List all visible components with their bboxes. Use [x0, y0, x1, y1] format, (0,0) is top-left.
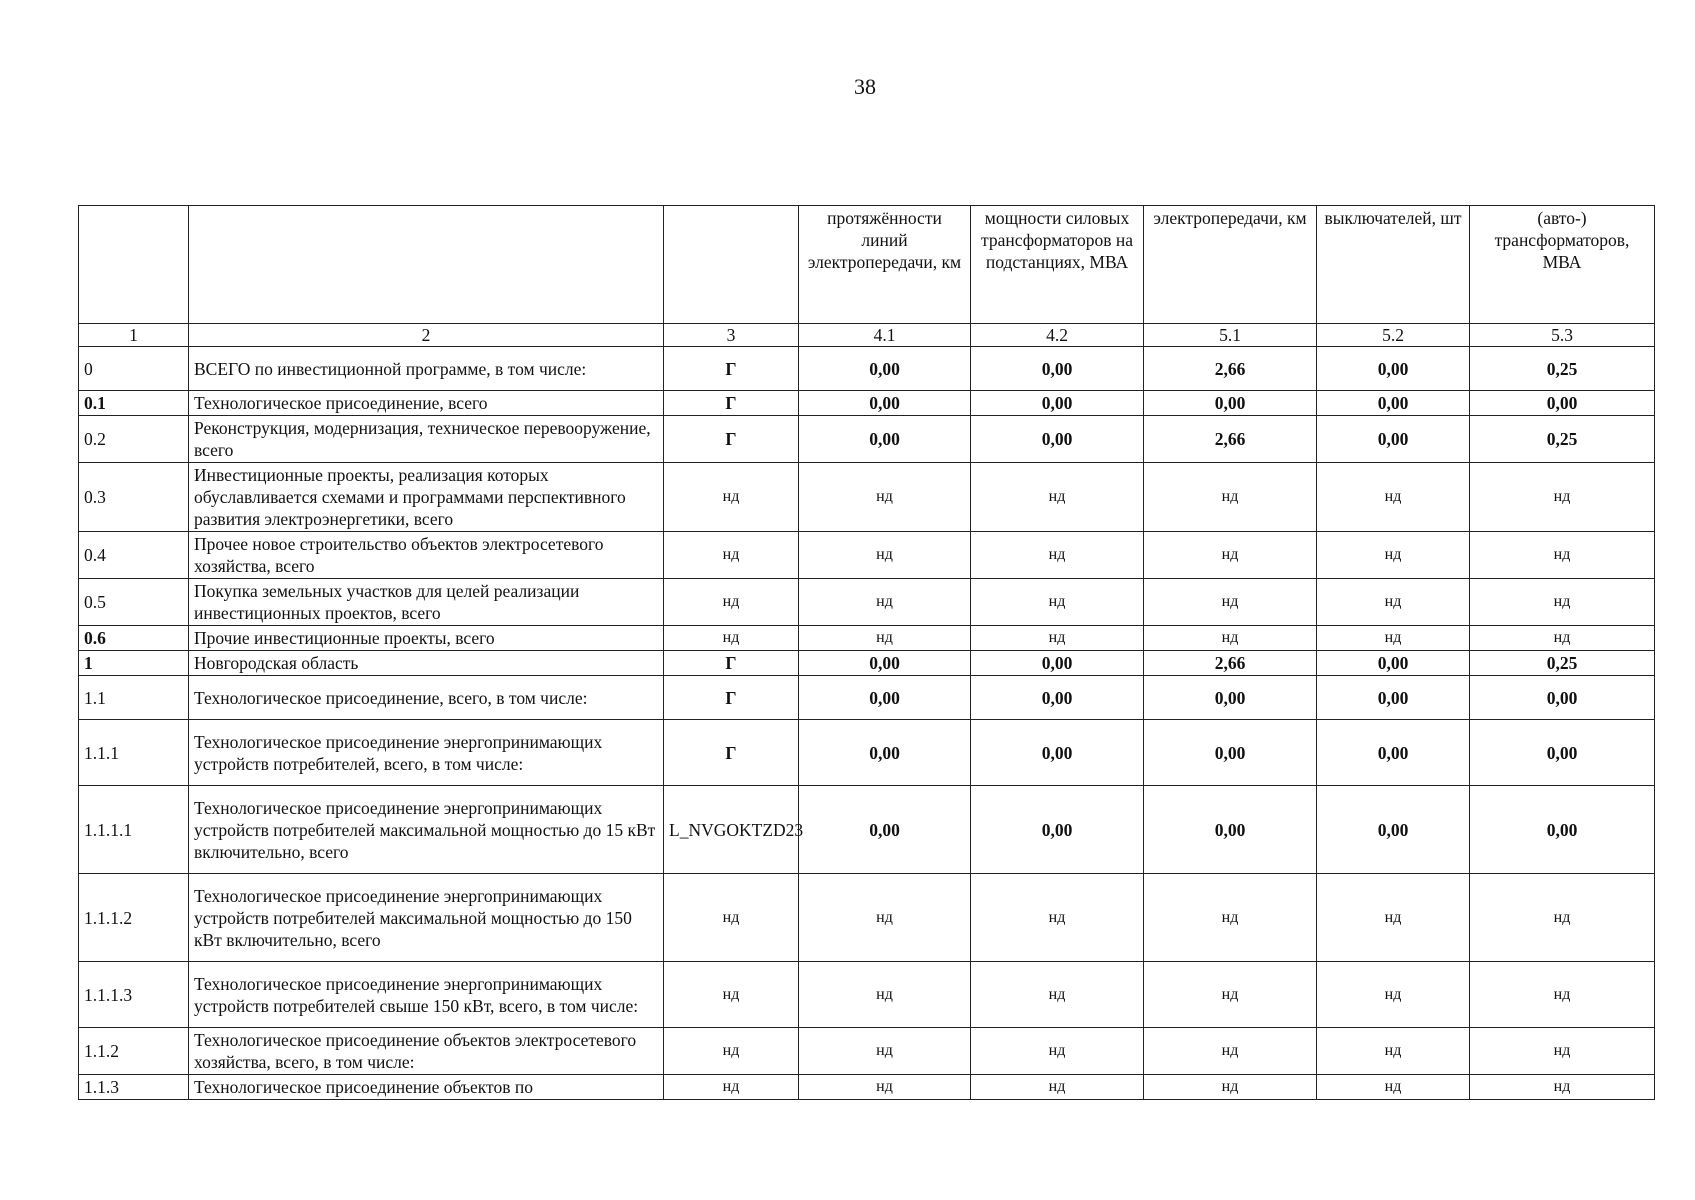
row-name-cell: Прочее новое строительство объектов электросетевого хозяйства, всего	[189, 532, 664, 579]
row-value-5-3: 0,25	[1470, 347, 1655, 391]
row-name-cell: Технологическое присоединение энергопринимающих устройств потребителей свыше 150 кВт, всего, в том числе:	[189, 962, 664, 1028]
table-row	[79, 874, 1655, 962]
row-value-4-1: нд	[799, 463, 971, 532]
row-name-cell: Технологическое присоединение энергопринимающих устройств потребителей, всего, в том числе:	[189, 720, 664, 786]
row-code-cell: нд	[664, 463, 799, 532]
header-cell-1	[79, 206, 189, 324]
row-value-5-1: 2,66	[1144, 416, 1317, 463]
table-row	[79, 1075, 1655, 1100]
row-value-4-2: нд	[971, 1075, 1144, 1100]
row-code-cell: Г	[664, 676, 799, 720]
row-name-cell: Технологическое присоединение объектов по	[189, 1075, 664, 1100]
row-value-5-3: 0,00	[1470, 676, 1655, 720]
table-row	[79, 651, 1655, 676]
table-row	[79, 347, 1655, 391]
row-code-cell: Г	[664, 391, 799, 416]
row-value-5-3: нд	[1470, 1028, 1655, 1075]
row-value-5-1: 0,00	[1144, 391, 1317, 416]
row-value-5-2: нд	[1317, 626, 1470, 651]
table-row	[79, 962, 1655, 1028]
row-value-4-2: нд	[971, 626, 1144, 651]
row-code-cell: нд	[664, 874, 799, 962]
header-cell-4-2: мощности силовых трансформаторов на подстанциях, МВА	[971, 206, 1144, 324]
row-value-5-2: нд	[1317, 1028, 1470, 1075]
page-number: 38	[854, 74, 876, 99]
row-value-5-2: нд	[1317, 532, 1470, 579]
row-value-4-1: 0,00	[799, 391, 971, 416]
table-row	[79, 720, 1655, 786]
row-value-4-2: нд	[971, 463, 1144, 532]
investment-table	[78, 205, 1655, 1100]
row-id-cell: 0.5	[79, 579, 189, 626]
row-value-5-3: нд	[1470, 463, 1655, 532]
row-id-cell: 0.1	[79, 391, 189, 416]
row-name-cell: Прочие инвестиционные проекты, всего	[189, 626, 664, 651]
row-value-5-2: нд	[1317, 463, 1470, 532]
column-number: 1	[79, 324, 189, 347]
row-code-cell: нд	[664, 532, 799, 579]
table-row	[79, 532, 1655, 579]
row-id-cell: 0.3	[79, 463, 189, 532]
table-row	[79, 676, 1655, 720]
row-value-5-3: 0,00	[1470, 720, 1655, 786]
row-id-cell: 0.2	[79, 416, 189, 463]
row-value-5-2: 0,00	[1317, 720, 1470, 786]
row-value-4-1: нд	[799, 1075, 971, 1100]
row-code-cell: нд	[664, 1075, 799, 1100]
row-code-cell: нд	[664, 626, 799, 651]
row-code-cell: Г	[664, 720, 799, 786]
row-value-4-1: нд	[799, 962, 971, 1028]
row-value-4-1: нд	[799, 626, 971, 651]
row-value-5-3: 0,00	[1470, 786, 1655, 874]
row-id-cell: 0	[79, 347, 189, 391]
row-value-4-1: 0,00	[799, 416, 971, 463]
row-name-cell: ВСЕГО по инвестиционной программе, в том числе:	[189, 347, 664, 391]
row-value-5-2: нд	[1317, 1075, 1470, 1100]
column-number: 4.1	[799, 324, 971, 347]
row-value-4-1: нд	[799, 874, 971, 962]
row-value-4-2: 0,00	[971, 676, 1144, 720]
row-code-cell: Г	[664, 651, 799, 676]
row-value-5-1: нд	[1144, 626, 1317, 651]
column-number-row	[79, 324, 1655, 347]
table-row	[79, 786, 1655, 874]
row-value-4-2: нд	[971, 874, 1144, 962]
row-name-cell: Технологическое присоединение энергопринимающих устройств потребителей максимальной мощностью до 15 кВт включительно, всего	[189, 786, 664, 874]
column-number: 5.3	[1470, 324, 1655, 347]
row-id-cell: 1	[79, 651, 189, 676]
header-cell-2	[189, 206, 664, 324]
row-code-cell: L_NVGOKTZD23	[664, 786, 799, 874]
column-number: 5.2	[1317, 324, 1470, 347]
table-row	[79, 416, 1655, 463]
row-code-cell: нд	[664, 1028, 799, 1075]
row-name-cell: Технологическое присоединение объектов электросетевого хозяйства, всего, в том числе:	[189, 1028, 664, 1075]
row-name-cell: Новгородская область	[189, 651, 664, 676]
row-value-4-2: 0,00	[971, 347, 1144, 391]
row-value-4-2: 0,00	[971, 416, 1144, 463]
header-row	[79, 206, 1655, 324]
row-name-cell: Технологическое присоединение энергопринимающих устройств потребителей максимальной мощностью до 150 кВт включительно, всего	[189, 874, 664, 962]
row-value-4-1: 0,00	[799, 720, 971, 786]
table-row	[79, 391, 1655, 416]
header-cell-3	[664, 206, 799, 324]
row-id-cell: 1.1.1.2	[79, 874, 189, 962]
row-name-cell: Реконструкция, модернизация, техническое перевооружение, всего	[189, 416, 664, 463]
row-id-cell: 1.1.2	[79, 1028, 189, 1075]
row-value-5-2: нд	[1317, 962, 1470, 1028]
row-name-cell: Технологическое присоединение, всего	[189, 391, 664, 416]
row-value-5-1: нд	[1144, 962, 1317, 1028]
row-value-4-2: 0,00	[971, 720, 1144, 786]
table-row	[79, 1028, 1655, 1075]
row-value-5-1: нд	[1144, 463, 1317, 532]
row-value-5-2: 0,00	[1317, 651, 1470, 676]
row-value-4-1: 0,00	[799, 347, 971, 391]
row-code-cell: Г	[664, 347, 799, 391]
row-value-5-1: 0,00	[1144, 720, 1317, 786]
table-row	[79, 626, 1655, 651]
row-name-cell: Покупка земельных участков для целей реализации инвестиционных проектов, всего	[189, 579, 664, 626]
row-name-cell: Технологическое присоединение, всего, в том числе:	[189, 676, 664, 720]
row-value-5-1: 0,00	[1144, 676, 1317, 720]
row-value-5-1: нд	[1144, 579, 1317, 626]
row-value-4-2: нд	[971, 532, 1144, 579]
header-cell-5-2: выключателей, шт	[1317, 206, 1470, 324]
row-value-5-1: 0,00	[1144, 786, 1317, 874]
table-row	[79, 579, 1655, 626]
row-value-5-1: нд	[1144, 1028, 1317, 1075]
header-cell-5-1: электропередачи, км	[1144, 206, 1317, 324]
row-value-4-1: 0,00	[799, 676, 971, 720]
column-number: 5.1	[1144, 324, 1317, 347]
row-id-cell: 1.1.1	[79, 720, 189, 786]
row-value-5-3: нд	[1470, 1075, 1655, 1100]
row-value-5-2: нд	[1317, 874, 1470, 962]
row-value-4-1: 0,00	[799, 786, 971, 874]
row-id-cell: 1.1.1.1	[79, 786, 189, 874]
row-value-5-2: нд	[1317, 579, 1470, 626]
row-value-5-1: нд	[1144, 1075, 1317, 1100]
row-value-5-3: нд	[1470, 579, 1655, 626]
row-value-5-3: нд	[1470, 962, 1655, 1028]
row-value-5-1: 2,66	[1144, 347, 1317, 391]
row-value-5-3: 0,25	[1470, 651, 1655, 676]
header-cell-4-1: протяжённости линий электропередачи, км	[799, 206, 971, 324]
row-value-5-2: 0,00	[1317, 416, 1470, 463]
header-cell-5-3: (авто-) трансформаторов, МВА	[1470, 206, 1655, 324]
row-value-4-2: 0,00	[971, 651, 1144, 676]
row-code-cell: нд	[664, 579, 799, 626]
row-code-cell: Г	[664, 416, 799, 463]
row-value-5-3: 0,00	[1470, 391, 1655, 416]
row-id-cell: 0.6	[79, 626, 189, 651]
row-code-cell: нд	[664, 962, 799, 1028]
row-value-5-1: 2,66	[1144, 651, 1317, 676]
row-value-4-2: 0,00	[971, 391, 1144, 416]
row-id-cell: 1.1.1.3	[79, 962, 189, 1028]
table-row	[79, 463, 1655, 532]
column-number: 2	[189, 324, 664, 347]
row-value-5-3: нд	[1470, 874, 1655, 962]
row-value-5-1: нд	[1144, 874, 1317, 962]
row-name-cell: Инвестиционные проекты, реализация которых обуславливается схемами и программами перспективного развития электроэнергетики, всего	[189, 463, 664, 532]
row-value-4-2: нд	[971, 1028, 1144, 1075]
row-value-4-1: нд	[799, 1028, 971, 1075]
row-value-4-1: нд	[799, 532, 971, 579]
row-value-5-3: нд	[1470, 532, 1655, 579]
row-value-5-3: 0,25	[1470, 416, 1655, 463]
row-value-5-2: 0,00	[1317, 676, 1470, 720]
row-id-cell: 1.1.3	[79, 1075, 189, 1100]
row-value-5-2: 0,00	[1317, 786, 1470, 874]
row-value-5-1: нд	[1144, 532, 1317, 579]
row-value-5-2: 0,00	[1317, 347, 1470, 391]
row-value-4-2: нд	[971, 579, 1144, 626]
column-number: 3	[664, 324, 799, 347]
row-id-cell: 1.1	[79, 676, 189, 720]
row-value-5-3: нд	[1470, 626, 1655, 651]
column-number: 4.2	[971, 324, 1144, 347]
row-value-4-2: нд	[971, 962, 1144, 1028]
row-id-cell: 0.4	[79, 532, 189, 579]
row-value-5-2: 0,00	[1317, 391, 1470, 416]
row-value-4-1: 0,00	[799, 651, 971, 676]
row-value-4-1: нд	[799, 579, 971, 626]
row-value-4-2: 0,00	[971, 786, 1144, 874]
